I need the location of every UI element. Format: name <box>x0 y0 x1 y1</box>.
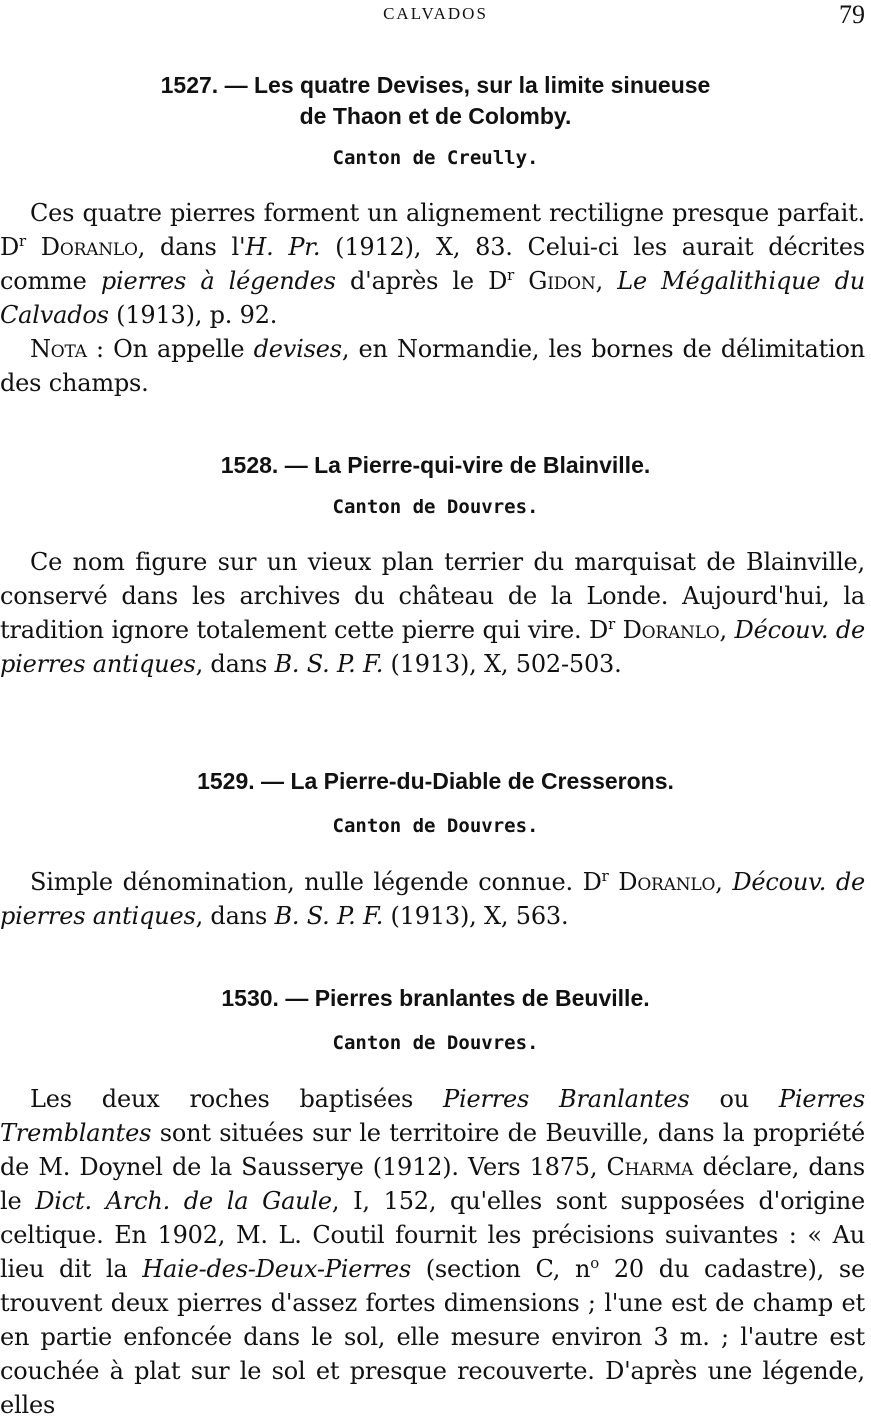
entry-title-text: Pierres branlantes de Beuville. <box>314 985 650 1011</box>
paragraph: Ce nom figure sur un vieux plan terrier du marquisat de Blainville, conservé dans les archives du château de la Londe. Aujourd'hui, la tradition ignore totalement cette pierre qui vire. $D^r$ Doranlo, Découv. de pierres antiques, dans B. S. P. F. (1913), X, 502-503. <box>0 548 865 678</box>
paragraph: Nota : On appelle devises, en Normandie, les bornes de délimitation des champs. <box>0 335 865 397</box>
paragraph: Simple dénomination, nulle légende connue. $D^r$ Doranlo, Découv. de pierres antiques, dans B. S. P. F. (1913), X, 563. <box>0 867 865 930</box>
entry-dash: — <box>285 985 309 1011</box>
paragraph: Ces quatre pierres forment un alignement rectiligne presque parfait. $D^r$ Doranlo, dans l'H. Pr. (1912), X, 83. Celui-ci les aurait décrites comme pierres à légendes d'après le $D^r$ Gidon, Le Mégalithique du Calvados (1913), p. 92. <box>0 199 865 329</box>
entry-dash: — <box>261 768 285 794</box>
page-number: 79 <box>839 0 865 29</box>
entry-1527-body <box>0 196 865 400</box>
entry-title-text: Les quatre Devises, sur la limite sinueuse <box>253 72 711 98</box>
entry-1530-body <box>0 1082 865 1422</box>
entry-number: 1529. <box>197 768 255 794</box>
entry-title-text: La Pierre-qui-vire de Blainville. <box>314 452 651 478</box>
entry-1528-title <box>0 450 871 481</box>
entry-number: 1528. <box>220 452 279 478</box>
entry-title-text: de Thaon et de Colomby. <box>299 103 572 129</box>
entry-1529-title <box>0 766 871 797</box>
entry-number: 1530. <box>221 985 279 1011</box>
entry-1530-canton: Canton de Douvres. <box>332 1032 539 1054</box>
entry-1528-canton: Canton de Douvres. <box>332 496 539 518</box>
entry-1527-title <box>0 70 871 101</box>
entry-1529-body <box>0 865 865 933</box>
entry-title-text: La Pierre-du-Diable de Cresserons. <box>290 768 674 794</box>
entry-1527-title-continued <box>0 101 871 132</box>
entry-1527-canton: Canton de Creully. <box>332 147 539 169</box>
entry-1530-title <box>0 983 871 1014</box>
entry-dash: — <box>224 72 248 98</box>
running-head <box>0 0 871 29</box>
paragraph: Les deux roches baptisées Pierres Branlantes ou Pierres Tremblantes sont situées sur le territoire de Beuville, dans la propriété de M. Doynel de la Sausserye (1912). Vers 1875, Charma déclare, dans le Dict. Arch. de la Gaule, I, 152, qu'elles sont supposées d'origine celtique. En 1902, M. L. Coutil fournit les précisions suivantes : « Au lieu dit la Haie-des-Deux-Pierres (section C, $n^o$ 20 du cadastre), se trouvent deux pierres d'assez fortes dimensions ; l'une est de champ et en partie enfoncée dans le sol, elle mesure environ 3 m. ; l'autre est couchée à plat sur le sol et presque recouverte. D'après une légende, elles <box>0 1085 866 1419</box>
entry-1529-canton: Canton de Douvres. <box>332 815 539 837</box>
entry-1528-body <box>0 545 865 681</box>
entry-dash: — <box>284 452 308 478</box>
running-title: CALVADOS <box>383 4 488 23</box>
entry-number: 1527. <box>160 72 219 98</box>
